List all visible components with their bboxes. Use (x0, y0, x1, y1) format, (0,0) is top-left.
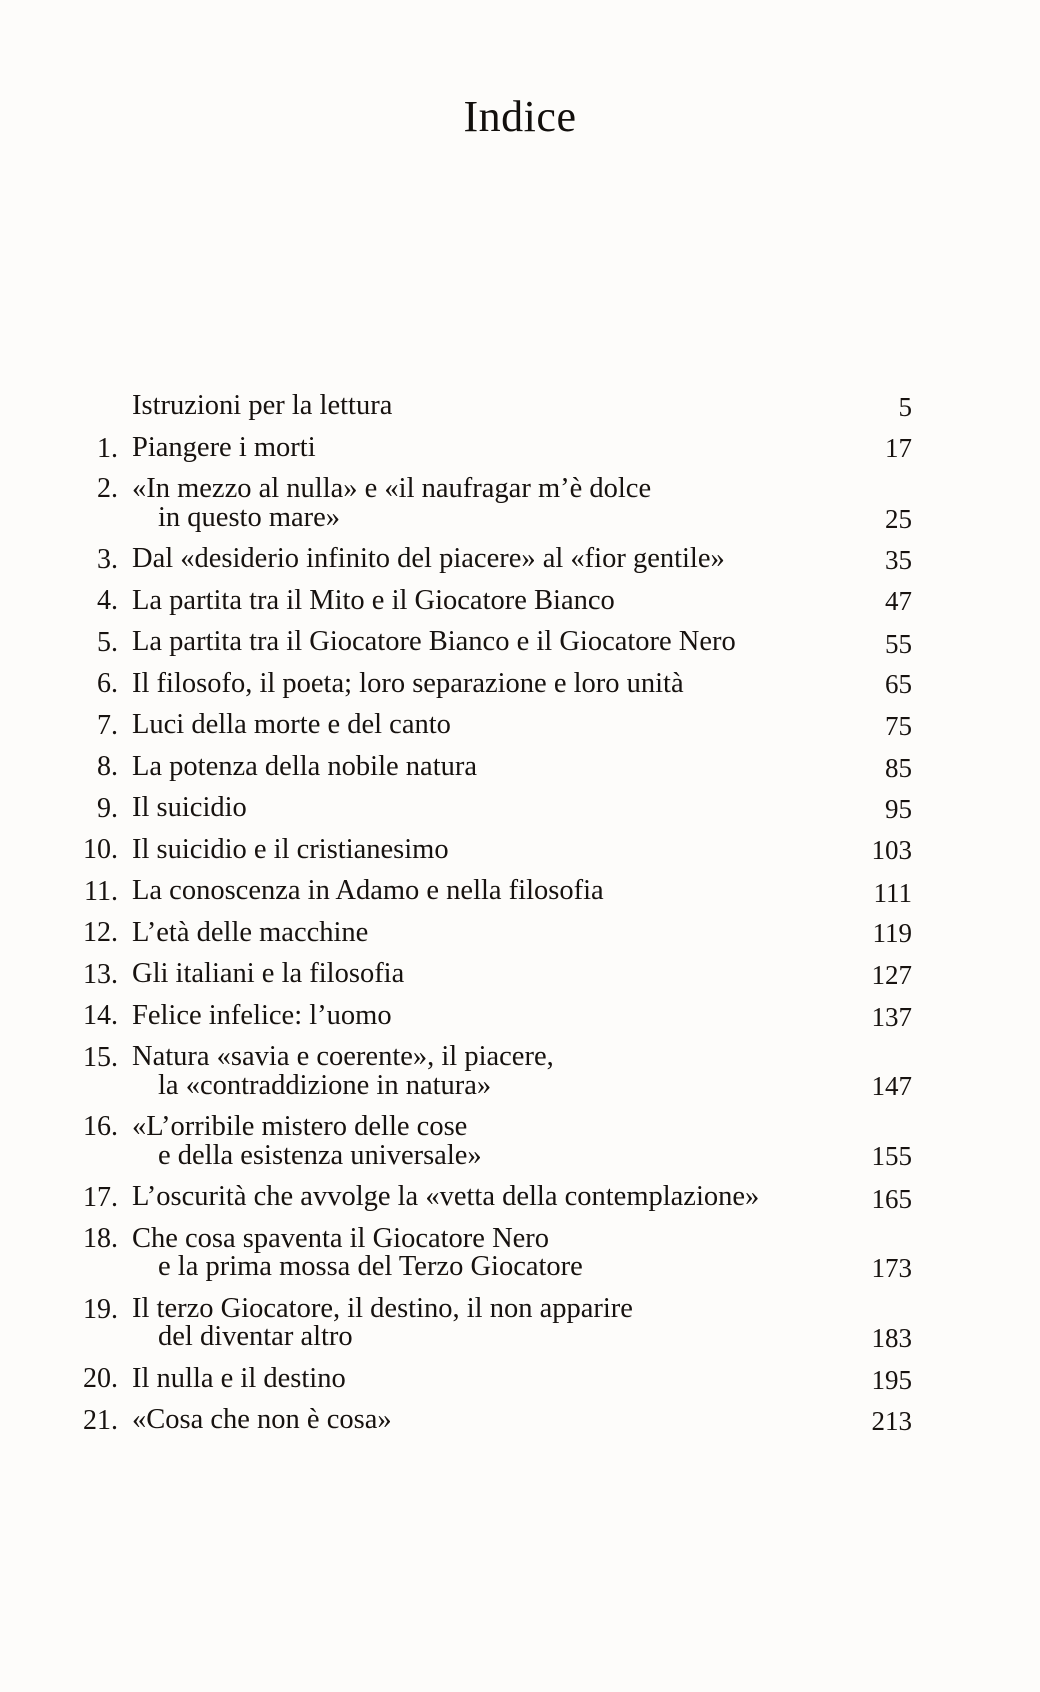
toc-entry[interactable] (62, 628, 912, 657)
toc-entry-title (132, 545, 850, 574)
toc-entry-title-line: L’oscurità che avvolge la «vetta della contemplazione» (132, 1181, 760, 1212)
toc-entry-page-number: 65 (885, 669, 912, 699)
toc-entry-page-number: 17 (885, 433, 912, 463)
toc-entry-title-line: Felice infelice: l’uomo (132, 999, 392, 1031)
toc-entry-page-number: 155 (871, 1141, 912, 1171)
toc-entry-title-line: La partita tra il Mito e il Giocatore Bianco (132, 584, 615, 616)
toc-entry-page-number: 165 (871, 1183, 912, 1214)
toc-entry-title-line: Luci della morte e del canto (132, 709, 451, 740)
toc-entry-title (132, 1362, 850, 1394)
toc-entry[interactable] (62, 1043, 912, 1100)
toc-entry-title (132, 1113, 850, 1170)
toc-entry-title-continuation: in questo mare» (158, 501, 341, 533)
toc-entry-page-number: 119 (872, 918, 912, 948)
toc-entry-number: 6. (97, 667, 118, 699)
toc-entry[interactable] (62, 1113, 912, 1170)
toc-entry[interactable] (62, 833, 912, 865)
toc-entry-title (132, 392, 850, 421)
toc-entry[interactable] (62, 1222, 912, 1283)
toc-entry-title-line: Il terzo Giocatore, il destino, il non apparire (132, 1292, 633, 1324)
toc-entry[interactable] (62, 711, 912, 740)
toc-entry-page-number: 111 (873, 877, 912, 908)
toc-entry-number: 5. (97, 627, 118, 658)
toc-entry-title (132, 1183, 850, 1212)
toc-entry-page-number: 183 (871, 1322, 912, 1353)
toc-entry-number: 8. (97, 750, 118, 782)
toc-entry-page-number: 137 (871, 1002, 912, 1032)
toc-entry-title-line: «L’orribile mistero delle cose (132, 1111, 468, 1142)
toc-entry-number: 21. (83, 1405, 118, 1436)
toc-entry-title-continuation: e la prima mossa del Terzo Giocatore (158, 1251, 583, 1282)
toc-entry-title-line: Il suicidio e il cristianesimo (132, 833, 449, 865)
toc-entry-page-number: 213 (871, 1405, 912, 1436)
toc-entry-title-continuation: del diventar altro (158, 1321, 353, 1352)
toc-entry-title (132, 794, 850, 823)
toc-entry-page-number: 25 (885, 504, 912, 534)
toc-entry-number: 16. (83, 1111, 118, 1142)
toc-entry[interactable] (62, 794, 912, 823)
toc-entry-title (132, 475, 850, 532)
toc-entry-number: 14. (83, 999, 118, 1031)
toc-entry[interactable] (62, 916, 912, 948)
toc-entry[interactable] (62, 545, 912, 574)
toc-entry-title (132, 833, 850, 865)
toc-entry[interactable] (62, 584, 912, 616)
toc-entry-number: 17. (83, 1182, 118, 1213)
toc-entry-title (132, 584, 850, 616)
table-of-contents (62, 392, 912, 1448)
toc-entry-number: 9. (97, 793, 118, 824)
toc-entry-title-line: Che cosa spaventa il Giocatore Nero (132, 1222, 550, 1254)
toc-entry-title-line: L’età delle macchine (132, 916, 369, 948)
toc-entry-number: 19. (83, 1293, 118, 1325)
toc-entry-title (132, 750, 850, 782)
toc-entry-title (132, 431, 850, 463)
toc-entry-title-line: «In mezzo al nulla» e «il naufragar m’è dolce (132, 473, 652, 504)
toc-entry[interactable] (62, 1292, 912, 1353)
toc-entry[interactable] (62, 960, 912, 989)
toc-entry[interactable] (62, 877, 912, 906)
toc-entry-number: 10. (83, 833, 118, 865)
toc-entry-title-line: Istruzioni per la lettura (132, 390, 393, 421)
toc-entry-title (132, 1222, 850, 1282)
toc-entry-page-number: 47 (885, 586, 912, 616)
toc-entry-page-number: 5 (898, 391, 912, 422)
toc-entry-number: 12. (83, 916, 118, 948)
toc-entry-number: 18. (83, 1222, 118, 1254)
toc-entry[interactable] (62, 750, 912, 783)
toc-entry[interactable] (62, 431, 912, 464)
toc-entry-title-continuation: e della esistenza universale» (158, 1139, 482, 1171)
toc-entry-page-number: 173 (871, 1252, 912, 1283)
toc-entry-number: 1. (97, 432, 118, 464)
toc-entry-title (132, 628, 850, 657)
toc-entry-title (132, 916, 850, 948)
toc-entry-number: 2. (97, 473, 118, 504)
toc-entry-number: 20. (83, 1362, 118, 1394)
toc-entry-number: 3. (97, 544, 118, 575)
toc-entry-page-number: 35 (885, 544, 912, 575)
toc-entry[interactable] (62, 999, 912, 1032)
toc-entry[interactable] (62, 1406, 912, 1435)
toc-entry-number: 11. (84, 876, 118, 907)
toc-entry-title-continuation: la «contraddizione in natura» (158, 1069, 492, 1101)
toc-entry-title-line: La conoscenza in Adamo e nella filosofia (132, 875, 604, 906)
toc-entry-title-line: Il suicidio (132, 792, 247, 823)
toc-entry-title-line: Dal «desiderio infinito del piacere» al «fior gentile» (132, 543, 725, 574)
toc-entry-title-line: Gli italiani e la filosofia (132, 958, 405, 989)
toc-entry-title (132, 877, 850, 906)
toc-entry-title-line: Piangere i morti (132, 431, 316, 463)
toc-entry-page-number: 75 (885, 710, 912, 741)
toc-entry[interactable] (62, 475, 912, 532)
toc-entry-page-number: 103 (871, 835, 912, 865)
toc-entry[interactable] (62, 1362, 912, 1395)
toc-entry-title (132, 1043, 850, 1100)
toc-entry-title-line: Il nulla e il destino (132, 1362, 346, 1394)
toc-entry-title-line: «Cosa che non è cosa» (132, 1404, 392, 1435)
toc-entry-page-number: 85 (885, 753, 912, 783)
toc-entry[interactable] (62, 667, 912, 699)
toc-entry-title (132, 960, 850, 989)
toc-entry-title (132, 1406, 850, 1435)
toc-entry[interactable] (62, 1183, 912, 1212)
toc-entry-number: 4. (97, 584, 118, 616)
toc-entry-title (132, 999, 850, 1031)
toc-entry-title-line: La potenza della nobile natura (132, 750, 478, 782)
toc-entry-number: 15. (83, 1042, 118, 1073)
toc-entry[interactable] (62, 392, 912, 421)
page-title: Indice (463, 92, 577, 142)
toc-entry-title (132, 711, 850, 740)
toc-entry-title-line: Natura «savia e coerente», il piacere, (132, 1041, 554, 1072)
toc-entry-number: 7. (97, 710, 118, 741)
toc-entry-page-number: 127 (871, 959, 912, 990)
toc-entry-title-line: La partita tra il Giocatore Bianco e il Giocatore Nero (132, 626, 736, 657)
toc-entry-page-number: 195 (871, 1365, 912, 1395)
toc-entry-number: 13. (83, 959, 118, 990)
toc-entry-page-number: 147 (871, 1071, 912, 1101)
toc-entry-title (132, 1292, 850, 1352)
toc-entry-page-number: 95 (885, 793, 912, 824)
toc-entry-title (132, 667, 850, 699)
toc-entry-page-number: 55 (885, 628, 912, 659)
toc-entry-title-line: Il filosofo, il poeta; loro separazione e loro unità (132, 667, 684, 699)
